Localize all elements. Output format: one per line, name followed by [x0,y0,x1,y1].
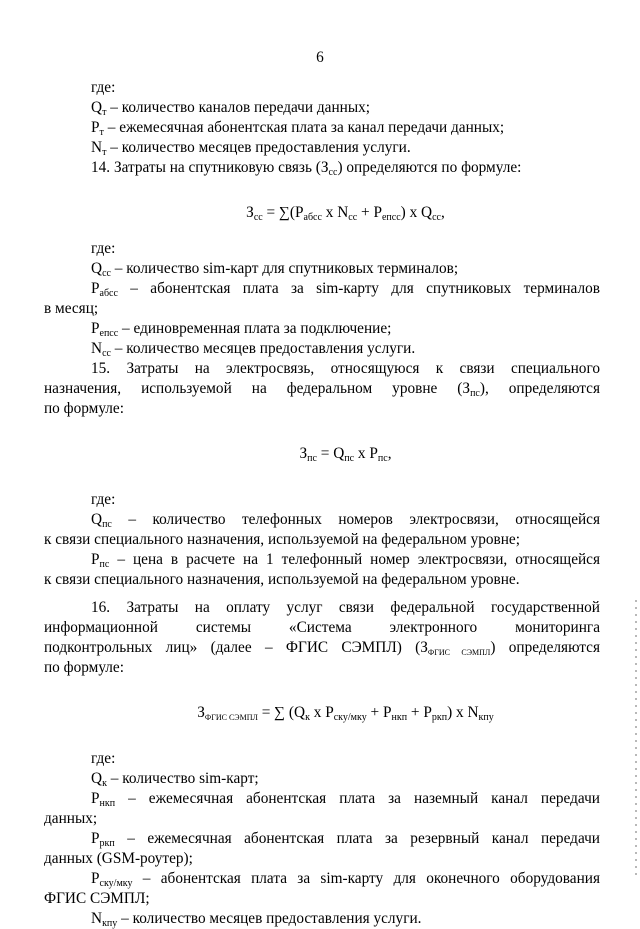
inline-text: – количество sim-карт для спутниковых терминалов; [110,260,459,277]
inline-text: P [91,119,100,136]
inline-text: З [299,445,308,462]
definition-qt [91,98,600,118]
subscript-text: пс [99,559,110,570]
definition-nt [91,138,600,158]
definition-prkp [91,829,600,849]
inline-text: , [387,445,392,462]
inline-text: 14. Затраты на спутниковую связь (З [91,159,329,176]
inline-text: – количество телефонных номеров электросвязи, относящейся [111,511,600,528]
subscript-text: сс [253,212,263,223]
where-label: где: [91,79,116,96]
document-body [44,78,600,929]
subscript-text: пс [102,519,112,530]
inline-text: x P [309,704,334,721]
subscript-text: ФГИС СЭМПЛ [204,713,258,722]
subscript-text: т [102,147,107,158]
section-16-line2: информационной системы «Система электронного мониторинга [44,619,600,636]
inline-text: – количество месяцев предоставления услуги. [106,139,411,156]
inline-text: = ∑ (Q [257,704,306,721]
subscript-text: пс [470,388,480,399]
definition-qk [91,769,600,789]
inline-text: P [91,830,100,847]
subscript-text: епсс [381,212,401,223]
definition-qcc [91,259,600,279]
inline-text: – ежемесячная абонентская плата за канал передачи данных; [103,119,505,136]
definition-pnkp [91,789,600,809]
subscript-text: нкп [391,712,408,723]
inline-text: ) x N [447,704,479,721]
subscript-text: ску/мку [99,878,133,889]
inline-text: = Q [316,445,345,462]
inline-text: назначения, используемой на федеральном уровне (З [44,380,471,397]
inline-text: ) определяются [490,639,600,656]
subscript-text: абсс [303,212,322,223]
formula-satellite [91,203,600,223]
subscript-text: сс [328,167,338,178]
subscript-text: абсс [99,288,118,299]
section-15-line2 [44,379,600,399]
inline-text: x N [321,204,349,221]
inline-text: + P [357,204,382,221]
where-label: где: [91,491,116,508]
inline-text: – цена в расчете на 1 телефонный номер электросвязи, относящейся [109,551,600,568]
inline-text: P [91,320,100,337]
subscript-text: епсс [99,328,119,339]
inline-text: – единовременная плата за подключение; [118,320,392,337]
definition-psku [91,869,600,889]
inline-text: N [91,910,103,927]
inline-text: – абонентская плата за sim-карту для спутниковых терминалов [117,280,600,297]
inline-text: ), определяются [479,380,600,397]
section-16-line3 [44,638,600,658]
definition-prkp-cont: данных (GSM-роутер); [44,850,193,867]
margin-stamp-mark [635,600,637,880]
inline-text: Q [91,511,103,528]
inline-text: – количество месяцев предоставления услуги. [117,910,422,927]
inline-text: – количество месяцев предоставления услуги. [110,340,416,357]
subscript-text: т [102,107,107,118]
subscript-text: пс [377,453,388,464]
section-16-heading: 16. Затраты на оплату услуг связи федеральной государственной [91,599,600,616]
inline-text: ) x Q [400,204,433,221]
section-15-heading: 15. Затраты на электросвязь, относящуюся к связи специального [91,360,600,377]
inline-text: P [91,870,100,887]
inline-text: N [91,340,103,357]
subscript-text: кпу [102,918,118,929]
inline-text: – количество sim-карт; [106,770,259,787]
subscript-text: сс [102,268,111,279]
definition-qps [91,510,600,530]
section-15-line3: по формуле: [44,400,124,417]
inline-text: N [91,139,103,156]
definition-pepcc [91,319,600,339]
inline-text: З [246,204,254,221]
subscript-text: кпу [478,712,494,723]
definition-qps-cont: к связи специального назначения, используемой на федеральном уровне; [44,531,520,548]
subscript-text: пс [307,453,317,464]
inline-text: З [197,704,205,721]
subscript-text: ркп [431,712,448,723]
subscript-text: пс [344,453,355,464]
inline-text: – абонентская плата за sim-карту для оконечного оборудования [132,870,600,887]
definition-pabcc-cont: в месяц; [44,300,99,317]
subscript-text: ску/мку [333,712,367,723]
section-14-heading [91,158,600,178]
subscript-text: т [99,127,104,138]
inline-text: P [91,280,100,297]
subscript-text: к [102,778,107,789]
formula-special-comm [91,444,600,464]
inline-text: Q [91,770,103,787]
subscript-text: сс [348,212,358,223]
inline-text: подконтрольных лиц» (далее – ФГИС СЭМПЛ) (З [44,639,428,656]
subscript-text: ФГИС СЭМПЛ [427,648,491,657]
definition-nkpu [91,909,600,929]
inline-text: x P [354,445,378,462]
definition-pnkp-cont: данных; [44,810,98,827]
section-16-line4: по формуле: [44,659,124,676]
inline-text: + P [366,704,392,721]
definition-pps-cont: к связи специального назначения, используемой на федеральном уровне. [44,571,520,588]
subscript-text: сс [102,348,111,359]
inline-text: – ежемесячная абонентская плата за резервный канал передачи [114,830,600,847]
definition-pps [91,550,600,570]
inline-text: Q [91,99,103,116]
subscript-text: сс [432,212,441,223]
formula-fgis [91,703,600,723]
inline-text: – количество каналов передачи данных; [106,99,371,116]
definition-ncc [91,339,600,359]
where-label: где: [91,240,116,257]
definition-pt [91,118,600,138]
subscript-text: к [305,712,310,723]
inline-text: = ∑(P [262,204,304,221]
inline-text: P [91,551,100,568]
inline-text: Q [91,260,103,277]
definition-pabcc [91,279,600,299]
page-number: 6 [316,49,324,66]
inline-text: P [91,790,100,807]
definition-psku-cont: ФГИС СЭМПЛ; [44,890,150,907]
inline-text: + P [407,704,432,721]
subscript-text: ркп [99,838,115,849]
where-label: где: [91,750,116,767]
subscript-text: нкп [99,798,116,809]
inline-text: – ежемесячная абонентская плата за наземный канал передачи [115,790,600,807]
inline-text: , [441,204,445,221]
inline-text: ) определяются по формуле: [337,159,522,176]
